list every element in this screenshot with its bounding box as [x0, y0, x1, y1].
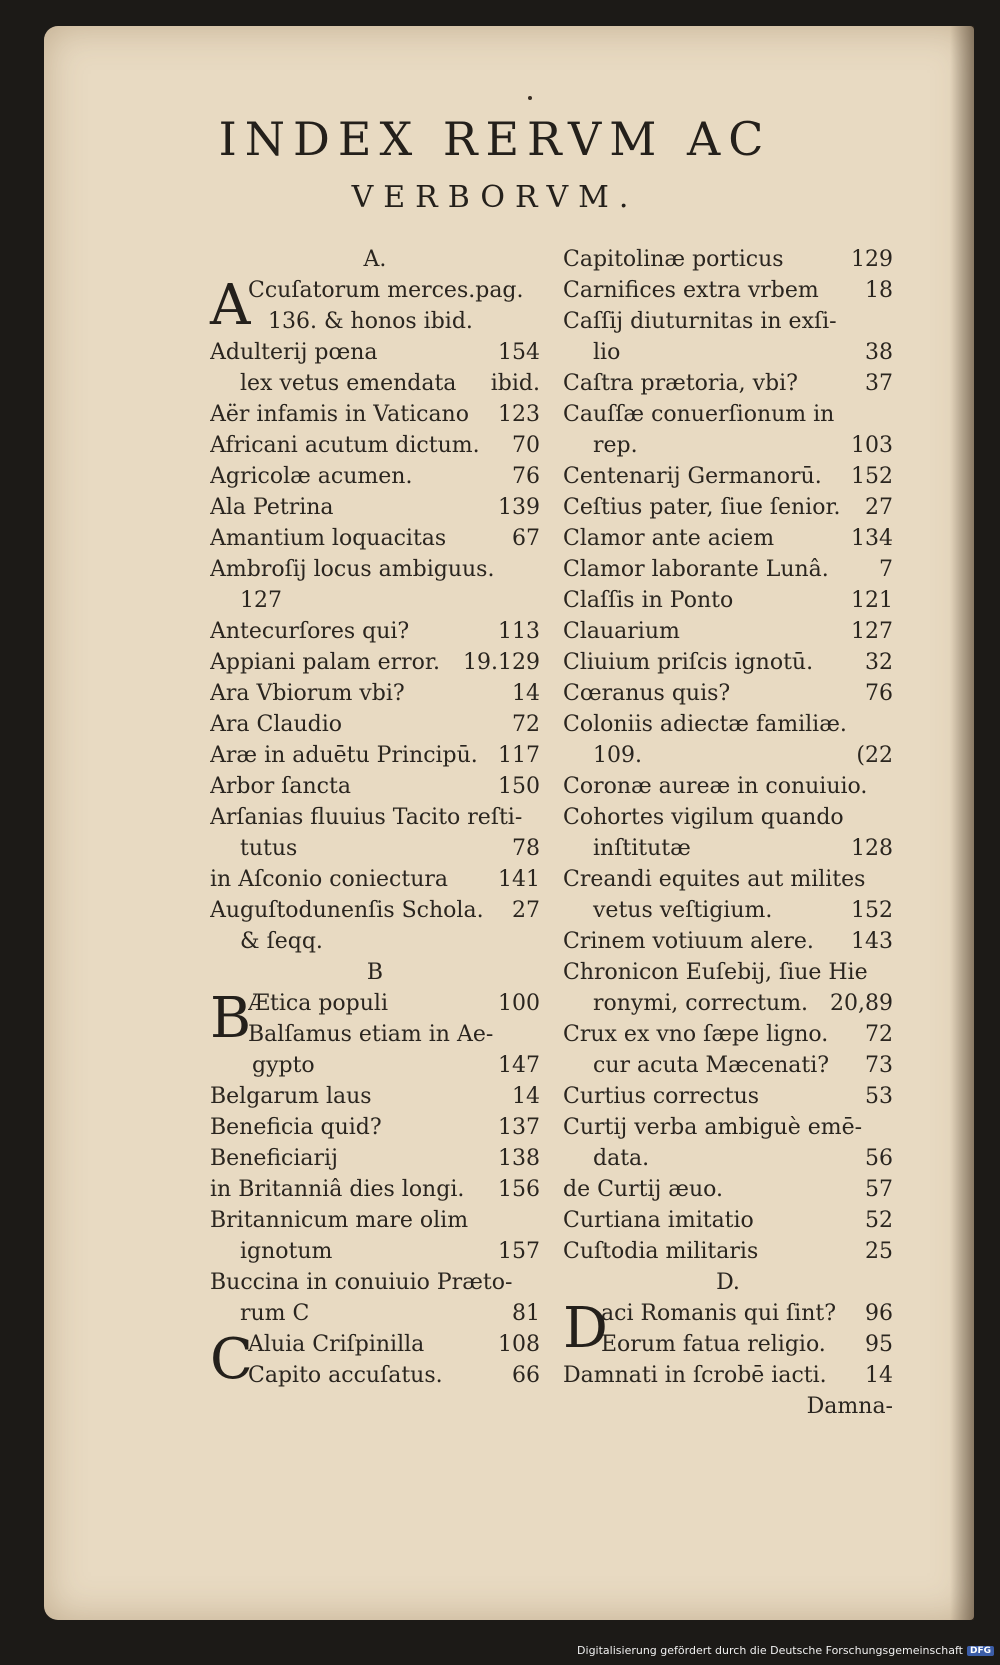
entry-text: Cliuium priſcis ignotū.: [563, 650, 814, 675]
entry-page: 154: [498, 340, 540, 365]
entry-text: lex vetus emendata: [240, 371, 457, 396]
entry-page: 113: [498, 619, 540, 644]
index-entry: [563, 647, 893, 678]
entry-text: gypto: [252, 1053, 315, 1078]
entry-page: 18: [865, 278, 893, 303]
index-entry: [210, 523, 540, 554]
index-entry: [563, 1174, 893, 1205]
index-subtitle: VERBORVM.: [351, 180, 639, 215]
index-entry: aci Romanis qui ſint? 96: [601, 1301, 893, 1326]
entry-text: Africani acutum dictum.: [210, 433, 480, 458]
index-entry: [563, 1081, 893, 1112]
entry-page: 143: [851, 929, 893, 954]
entry-text: rum C: [240, 1301, 310, 1326]
entry-text: Aræ in aduētu Principū.: [210, 743, 478, 768]
index-entry: [210, 492, 540, 523]
index-entry: [210, 616, 540, 647]
entry-text: Crinem votiuum alere.: [563, 929, 814, 954]
entry-page: 156: [498, 1177, 540, 1202]
entry-text: Amantium loquacitas: [210, 526, 447, 551]
entry-text: Ambroſij locus ambiguus.: [210, 557, 495, 582]
index-entry: [563, 771, 893, 802]
entry-text: vetus veſtigium.: [593, 898, 773, 923]
entry-text: Buccina in conuiuio Præto-: [210, 1270, 513, 1295]
entry-page: 14: [512, 1084, 540, 1109]
entry-text: Cauſſæ conuerſionum in: [563, 402, 835, 427]
index-entry: [563, 554, 893, 585]
entry-text: de Curtij æuo.: [563, 1177, 724, 1202]
entry-page: 20,89: [830, 991, 893, 1016]
entry-page: 19.129: [463, 650, 540, 675]
index-entry: [563, 430, 893, 461]
entry-text: Aër infamis in Vaticano: [210, 402, 469, 427]
index-entry: [563, 988, 893, 1019]
entry-page: 152: [851, 464, 893, 489]
entry-text: Capitolinæ porticus: [563, 247, 784, 272]
entry-page: 38: [865, 340, 893, 365]
initial-entry-a: [210, 275, 540, 337]
entry-text: data.: [593, 1146, 650, 1171]
index-entry: [210, 399, 540, 430]
ink-dot: [528, 96, 532, 100]
index-entry: [210, 709, 540, 740]
entries-c: [563, 244, 893, 1267]
entry-page: 117: [498, 743, 540, 768]
entry-page: 81: [512, 1301, 540, 1326]
entry-page: 32: [865, 650, 893, 675]
index-entry: [563, 306, 893, 337]
index-entry: [210, 368, 540, 399]
entry-page: 127: [851, 619, 893, 644]
index-entry: Eorum fatua religio. 95: [601, 1332, 893, 1357]
drop-cap-d: D: [563, 1296, 608, 1361]
entry-text: Cuſtodia militaris: [563, 1239, 759, 1264]
entry-text: Appiani palam error.: [210, 650, 441, 675]
index-entry: [563, 926, 893, 957]
index-entry: [563, 833, 893, 864]
entry-text: rep.: [593, 433, 638, 458]
index-title: INDEX RERVM AC: [218, 112, 772, 166]
entry-text: Arſanias fluuius Tacito reſti-: [210, 805, 523, 830]
index-entry: [563, 1019, 893, 1050]
index-entry: [210, 802, 540, 833]
footer-credit: Digitalisierung gefördert durch die Deutsche Forschungsgemeinschaft: [577, 1644, 963, 1657]
index-entry: [210, 1236, 540, 1267]
entry-text: Ara Claudio: [210, 712, 343, 737]
entry-page: 152: [851, 898, 893, 923]
index-entry: [210, 864, 540, 895]
entry-text: in Britanniâ dies longi.: [210, 1177, 465, 1202]
drop-cap-a: A: [210, 273, 251, 338]
index-entry: [563, 337, 893, 368]
index-entry: [210, 1143, 540, 1174]
entry-page: 7: [879, 557, 893, 582]
entry-text: Carnifices extra vrbem: [563, 278, 819, 303]
entry-page: 129: [851, 247, 893, 272]
entry-page: 27: [865, 495, 893, 520]
entry-text: lio: [593, 340, 621, 365]
entries-a: [210, 337, 540, 957]
entry-page: 67: [512, 526, 540, 551]
entry-page: 25: [865, 1239, 893, 1264]
index-entry: [563, 1050, 893, 1081]
entry-text: Antecurſores qui?: [210, 619, 410, 644]
index-entry: [210, 740, 540, 771]
index-entry: Ætica populi 100: [248, 991, 540, 1016]
index-entry: Aluia Criſpinilla 108: [248, 1332, 540, 1357]
index-entry: [210, 1112, 540, 1143]
entry-text: Ceſtius pater, ſiue ſenior.: [563, 495, 841, 520]
index-entry: [563, 740, 893, 771]
index-entry: Damnati in ſcrobē iacti. 14: [563, 1363, 893, 1388]
entry-text: Clamor laborante Lunâ.: [563, 557, 829, 582]
entry-text: ignotum: [240, 1239, 333, 1264]
index-entry: [210, 1050, 540, 1081]
entry-page: 72: [865, 1022, 893, 1047]
entry-text: Clamor ante aciem: [563, 526, 775, 551]
index-entry: [563, 275, 893, 306]
entry-page: 103: [851, 433, 893, 458]
index-entry: [563, 802, 893, 833]
entry-page: 57: [865, 1177, 893, 1202]
entry-page: 37: [865, 371, 893, 396]
drop-cap-c: C: [210, 1327, 253, 1392]
entry-page: ibid.: [490, 371, 540, 396]
entry-text: Britannicum mare olim: [210, 1208, 469, 1233]
index-entry: [210, 1298, 540, 1329]
entry-page: 78: [512, 836, 540, 861]
index-entry: [210, 647, 540, 678]
entry-page: 76: [512, 464, 540, 489]
index-entry: [210, 1267, 540, 1298]
entry-text: Agricolæ acumen.: [210, 464, 413, 489]
index-entry: [563, 864, 893, 895]
index-entry: [563, 244, 893, 275]
drop-cap-b: B: [210, 986, 252, 1051]
entry-text: Ara Vbiorum vbi?: [210, 681, 405, 706]
entry-page: 141: [498, 867, 540, 892]
index-entry: [563, 616, 893, 647]
dfg-logo: DFG: [967, 1646, 994, 1656]
entry-page: 139: [498, 495, 540, 520]
entry-text: Creandi equites aut milites: [563, 867, 866, 892]
entry-text: Claſſis in Ponto: [563, 588, 734, 613]
entry-text: Curtius correctus: [563, 1084, 760, 1109]
entry-text: cur acuta Mæcenati?: [593, 1053, 830, 1078]
index-entry: [210, 1081, 540, 1112]
index-entry: [563, 709, 893, 740]
index-entry: [563, 895, 893, 926]
entry-text: Cœranus quis?: [563, 681, 731, 706]
index-column-right: [563, 244, 893, 1422]
index-entry: Capito accuſatus. 66: [248, 1363, 540, 1388]
entry-text: Beneficia quid?: [210, 1115, 382, 1140]
index-entry: Balſamus etiam in Ae-: [248, 1022, 494, 1047]
entry-page: 138: [498, 1146, 540, 1171]
index-entry: [563, 1236, 893, 1267]
index-entry: [210, 1174, 540, 1205]
entry-text: Coloniis adiectæ familiæ.: [563, 712, 847, 737]
index-entry: [563, 957, 893, 988]
entry-page: 73: [865, 1053, 893, 1078]
index-entry: [563, 461, 893, 492]
index-entry: [210, 771, 540, 802]
entry-text: Cohortes vigilum quando: [563, 805, 844, 830]
entry-text: 109.: [593, 743, 642, 768]
entry-text: 127: [240, 588, 282, 613]
index-entry: [210, 1205, 540, 1236]
entry-text: Beneficiarij: [210, 1146, 338, 1171]
entry-text: Curtij verba ambiguè emē-: [563, 1115, 863, 1140]
index-entry: [210, 585, 540, 616]
entry-text: Centenarij Germanorū.: [563, 464, 822, 489]
entry-page: 150: [498, 774, 540, 799]
initial-entry-c: [210, 1329, 540, 1391]
entry-page: 123: [498, 402, 540, 427]
section-heading-b: B: [366, 960, 384, 985]
index-entry: [210, 678, 540, 709]
entry-page: 14: [512, 681, 540, 706]
section-heading-d: D.: [716, 1270, 740, 1295]
entry-text: Ala Petrina: [210, 495, 334, 520]
index-entry: [563, 585, 893, 616]
entry-page: (22: [856, 743, 893, 768]
catchword: Damna-: [806, 1394, 893, 1419]
entry-text: Auguſtodunenſis Schola.: [210, 898, 484, 923]
entry-text: Curtiana imitatio: [563, 1208, 754, 1233]
entry-text: & ſeqq.: [240, 929, 323, 954]
index-entry: 136. & honos ibid.: [268, 309, 473, 334]
entry-page: 134: [851, 526, 893, 551]
page-gutter-shadow: [950, 26, 974, 1620]
entry-text: Clauarium: [563, 619, 680, 644]
index-entry: [210, 554, 540, 585]
entry-page: 128: [851, 836, 893, 861]
entry-text: inſtitutæ: [593, 836, 691, 861]
index-entry: [563, 1112, 893, 1143]
entry-text: Caſtra prætoria, vbi?: [563, 371, 798, 396]
initial-entry-b: [210, 988, 540, 1050]
index-entry: [210, 337, 540, 368]
entry-page: 76: [865, 681, 893, 706]
index-entry: [563, 1205, 893, 1236]
digitization-footer: [577, 1644, 994, 1657]
index-entry: [563, 1143, 893, 1174]
entry-page: 56: [865, 1146, 893, 1171]
index-entry: [563, 492, 893, 523]
entry-text: Arbor ſancta: [210, 774, 351, 799]
entry-page: 72: [512, 712, 540, 737]
entry-page: 157: [498, 1239, 540, 1264]
entry-text: in Aſconio coniectura: [210, 867, 448, 892]
index-entry: [210, 461, 540, 492]
entry-page: 147: [498, 1053, 540, 1078]
index-entry: [210, 833, 540, 864]
entry-text: Adulterij pœna: [210, 340, 378, 365]
index-entry: [563, 523, 893, 554]
index-column-left: [210, 244, 540, 1391]
index-entry: [210, 430, 540, 461]
index-entry: Ccuſatorum merces.pag.: [248, 278, 524, 303]
initial-entry-d: [563, 1298, 893, 1360]
index-entry: [563, 399, 893, 430]
index-entry: [563, 368, 893, 399]
entry-text: Belgarum laus: [210, 1084, 372, 1109]
entry-text: Caſſij diuturnitas in exſi-: [563, 309, 837, 334]
entry-page: 70: [512, 433, 540, 458]
entry-text: Crux ex vno ſæpe ligno.: [563, 1022, 829, 1047]
entry-page: 137: [498, 1115, 540, 1140]
section-heading-a: A.: [363, 247, 387, 272]
index-entry: [563, 678, 893, 709]
entry-page: 27: [512, 898, 540, 923]
entry-text: Chronicon Euſebij, ſiue Hie: [563, 960, 868, 985]
entry-page: 52: [865, 1208, 893, 1233]
entry-page: 121: [851, 588, 893, 613]
entry-page: 53: [865, 1084, 893, 1109]
index-entry: [210, 926, 540, 957]
entry-text: ronymi, correctum.: [593, 991, 809, 1016]
index-entry: [210, 895, 540, 926]
entries-b: [210, 1050, 540, 1329]
entry-text: tutus: [240, 836, 298, 861]
entry-text: Coronæ aureæ in conuiuio.: [563, 774, 868, 799]
